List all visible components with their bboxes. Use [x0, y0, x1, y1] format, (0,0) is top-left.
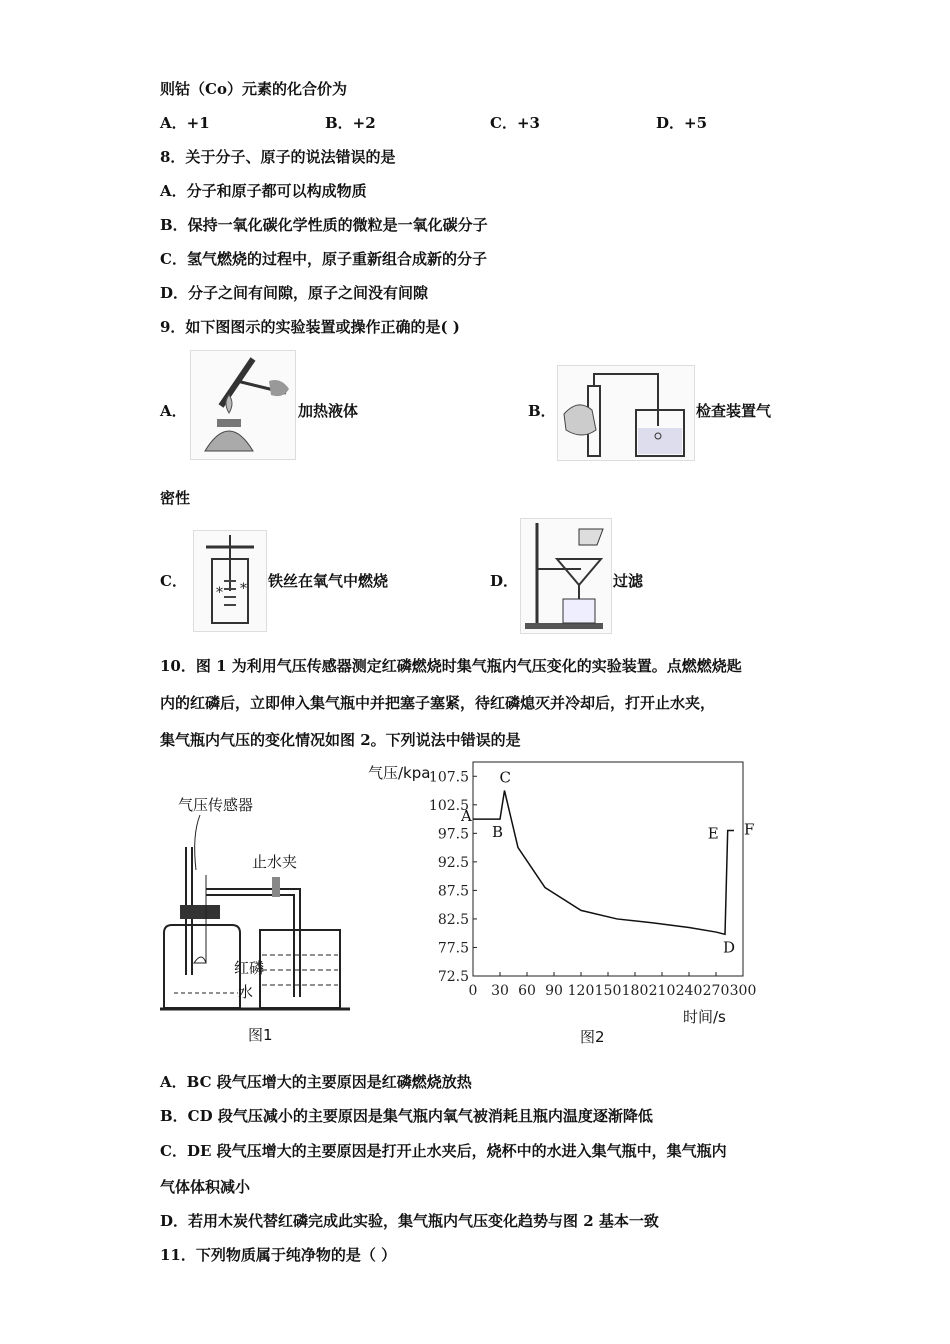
x-tick-label: 240	[675, 983, 703, 999]
pressure-series-line	[473, 791, 734, 935]
q10-option-d: D．若用木炭代替红磷完成此实验，集气瓶内气压变化趋势与图 2 基本一致	[160, 1212, 659, 1230]
water-clamp-label: 止水夹	[252, 853, 298, 871]
water-label: 水	[238, 983, 254, 1001]
x-tick-label: 120	[567, 983, 595, 999]
point-label-d: D	[723, 938, 736, 957]
x-tick-label: 210	[648, 983, 676, 999]
q10-option-c-cont: 气体体积减小	[160, 1178, 251, 1196]
q9-stem: 9．如下图图示的实验装置或操作正确的是( )	[160, 318, 460, 336]
point-label-a: A	[461, 807, 472, 826]
x-tick-label: 0	[468, 983, 478, 999]
q10-stem-line-3: 集气瓶内气压的变化情况如图 2。下列说法中错误的是	[160, 731, 521, 749]
x-tick-label: 60	[518, 983, 536, 999]
q9-option-a-text: 加热液体	[298, 402, 359, 420]
figure-2-caption: 图2	[580, 1028, 605, 1046]
q9-option-d-text: 过滤	[613, 572, 644, 590]
q10-stem-line-2: 内的红磷后，立即伸入集气瓶中并把塞子塞紧，待红磷熄灭并冷却后，打开止水夹，	[160, 694, 716, 712]
q8-option-b: B．保持一氧化碳化学性质的微粒是一氧化碳分子	[160, 216, 488, 234]
q8-option-d: D．分子之间有间隙，原子之间没有间隙	[160, 284, 429, 302]
airtightness-check-image	[557, 365, 695, 461]
filtration-image	[520, 518, 612, 634]
x-tick-label: 180	[621, 983, 649, 999]
y-tick-label: 87.5	[437, 883, 469, 900]
svg-text:*: *	[216, 585, 223, 601]
q7-option-a: A．+1	[160, 114, 210, 132]
point-label-f: F	[744, 820, 755, 839]
x-tick-label: 30	[491, 983, 509, 999]
q9-option-c-letter: C．	[160, 572, 187, 590]
point-label-e: E	[707, 824, 719, 843]
q8-option-a: A．分子和原子都可以构成物质	[160, 182, 367, 200]
y-tick-label: 102.5	[428, 797, 469, 814]
q10-option-c: C．DE 段气压增大的主要原因是打开止水夹后，烧杯中的水进入集气瓶中，集气瓶内	[160, 1142, 727, 1160]
q9-option-c-text: 铁丝在氧气中燃烧	[268, 572, 389, 590]
q8-stem: 8．关于分子、原子的说法错误的是	[160, 148, 396, 166]
iron-wire-burning-image	[193, 530, 267, 632]
point-label-c: C	[499, 768, 511, 787]
y-tick-label: 77.5	[437, 940, 469, 957]
x-tick-label: 90	[545, 983, 563, 999]
point-label-b: B	[492, 823, 504, 842]
q7-stem-tail: 则钴（Co）元素的化合价为	[160, 80, 347, 98]
q7-option-d: D．+5	[656, 114, 708, 132]
y-tick-label: 72.5	[437, 969, 469, 985]
q8-option-c: C．氢气燃烧的过程中，原子重新组合成新的分子	[160, 250, 487, 268]
x-axis-label: 时间/s	[683, 1008, 726, 1026]
figure-1-caption: 图1	[248, 1026, 273, 1044]
q10-option-b: B．CD 段气压减小的主要原因是集气瓶内氧气被消耗且瓶内温度逐渐降低	[160, 1107, 653, 1125]
q10-option-a: A．BC 段气压增大的主要原因是红磷燃烧放热	[160, 1073, 472, 1091]
x-tick-label: 150	[594, 983, 622, 999]
pressure-sensor-label: 气压传感器	[178, 796, 254, 814]
svg-text:*: *	[240, 581, 247, 597]
heating-liquid-image	[190, 350, 296, 460]
q9-option-a-letter: A．	[160, 402, 187, 420]
x-tick-label: 300	[729, 983, 757, 999]
q9-option-b-text: 检查装置气	[696, 402, 772, 420]
q7-option-b: B．+2	[325, 114, 376, 132]
q7-option-c: C．+3	[490, 114, 540, 132]
q10-stem-line-1: 10．图 1 为利用气压传感器测定红磷燃烧时集气瓶内气压变化的实验装置。点燃燃烧匙	[160, 657, 742, 675]
y-axis-label: 气压/kpa	[368, 764, 431, 782]
chart-frame	[473, 762, 743, 976]
y-tick-label: 92.5	[437, 854, 469, 871]
q9-option-d-letter: D．	[490, 572, 519, 590]
y-tick-label: 97.5	[437, 826, 469, 843]
figure-2-pressure-chart	[360, 760, 770, 1050]
q9-option-b-letter: B．	[528, 402, 556, 420]
q9-option-b-text-cont: 密性	[160, 489, 191, 507]
red-phosphorus-label: 红磷	[234, 959, 265, 977]
y-tick-label: 82.5	[437, 911, 469, 928]
q11-stem: 11．下列物质属于纯净物的是（ ）	[160, 1246, 397, 1264]
x-tick-label: 270	[702, 983, 730, 999]
y-tick-label: 107.5	[428, 769, 469, 786]
figure-1-apparatus	[160, 785, 360, 1050]
